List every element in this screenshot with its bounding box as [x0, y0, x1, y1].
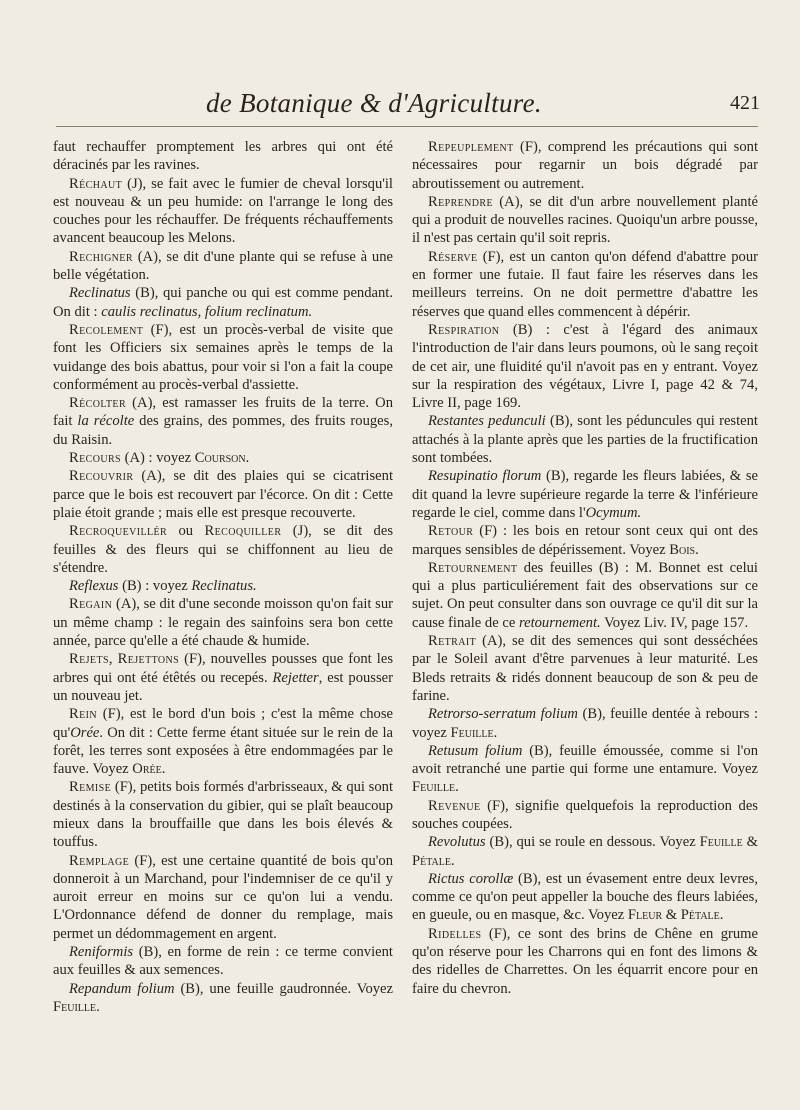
entry-text: (F), est une certaine quantité de bois qu'on donneroit à un Marchand, pour l'indemniser de ce qu'il y auroit erreur en moins sur ce qu'on lui a vendu. L'Ordonnance défend de donner du remplage, mais permet un dédommagement en argent.	[53, 852, 393, 942]
italic-term: Orée	[70, 724, 100, 741]
dictionary-entry	[412, 870, 758, 925]
dictionary-entry	[412, 797, 758, 834]
entry-headword: Retrait	[428, 633, 477, 650]
entry-text: ,	[197, 303, 205, 320]
entry-headword: Réserve	[428, 248, 478, 265]
right-column	[412, 138, 758, 998]
entry-text: (J), se dit des feuilles & des fleurs qui se chiffonnent au lieu de s'étendre.	[53, 523, 393, 576]
italic-term: caulis reclinatus	[101, 303, 198, 320]
entry-text: (F), comprend les précautions qui sont nécessaires pour regarnir un bois dégradé par abroutissement ou autrement.	[412, 139, 758, 192]
entry-text: (F), est un procès-verbal de visite que font les Officiers six semaines après le temps de la vuidange des bois abattus, pour voir si l'on a fait la coupe conformément au procès-verbal d'assiette.	[53, 321, 393, 393]
dictionary-entry	[53, 943, 393, 980]
dictionary-entry	[53, 321, 393, 394]
entry-text: (B), qui panche ou qui est comme pendant. On dit :	[53, 285, 393, 320]
entry-text: (A), se dit des semences qui sont desséchées par le Soleil avant d'être parvenues à leur maturité. Les Bleds retraits & ridés donnent beaucoup de son & peu de farine.	[412, 633, 758, 704]
italic-term: Ocymum.	[585, 504, 642, 521]
entry-text: (B), regarde les fleurs labiées, & se dit quand la levre supérieure regarde la terre & l'inférieure regarde le ciel, comme dans l'	[412, 468, 758, 521]
dictionary-entry	[53, 522, 393, 577]
dictionary-entry	[412, 412, 758, 467]
cross-reference: Pétale.	[412, 852, 455, 869]
italic-term: Repandum folium	[69, 980, 175, 997]
dictionary-entry	[53, 394, 393, 449]
running-head	[56, 88, 760, 124]
entry-text: (B), une feuille gaudronnée. Voyez	[174, 980, 393, 997]
entry-headword: Remise	[69, 779, 112, 796]
running-head-title: de Botanique & d'Agriculture.	[206, 88, 542, 118]
italic-term: Revolutus	[428, 834, 486, 851]
entry-text: (A), se dit des plaies qui se cicatrisent parce que le bois est recouvert par l'écorce. On dit : Cette plaie étoit grande ; mais elle est presque recouverte.	[53, 468, 393, 521]
cross-reference: Bois.	[669, 541, 699, 558]
entry-text: (A), se dit d'une plante qui se refuse à une belle végétation.	[53, 248, 393, 284]
entry-text: &	[742, 834, 758, 851]
dictionary-entry	[412, 925, 758, 998]
cross-reference: Pétale.	[680, 907, 724, 924]
italic-term: Reflexus	[69, 578, 119, 595]
dictionary-entry	[412, 522, 758, 559]
entry-headword: Recours	[69, 450, 121, 467]
italic-term: la récolte	[77, 413, 135, 430]
dictionary-entry	[53, 577, 393, 595]
dictionary-entry	[53, 449, 393, 467]
dictionary-entry	[53, 595, 393, 650]
cross-reference: Feuille.	[450, 724, 498, 741]
italic-term: Resupinatio florum	[428, 468, 542, 485]
dictionary-entry	[53, 980, 393, 1017]
entry-text: (B), feuille dentée à rebours : voyez	[412, 706, 758, 741]
entry-headword: Retour	[428, 523, 474, 540]
dictionary-entry	[53, 467, 393, 522]
dictionary-entry	[53, 138, 393, 175]
entry-text: (B), sont les péduncules qui restent attachés à la plante après que les parties de la fructification sont tombées.	[412, 413, 758, 467]
entry-headword: Récolter	[69, 395, 127, 412]
dictionary-entry	[53, 175, 393, 248]
entry-headword: Regain	[69, 596, 113, 613]
entry-text: (A), se dit d'une seconde moisson qu'on fait sur un même champ : le regain des sainfoins sera bon cette année, parce qu'elle a été chaude & humide.	[53, 596, 393, 650]
entry-text: ,	[108, 651, 118, 668]
entry-text: (A) : voyez	[121, 450, 195, 467]
entry-headword: Recoquiller	[204, 523, 282, 540]
dictionary-entry	[412, 321, 758, 412]
cross-reference: Fleur	[627, 907, 663, 924]
entry-text: des grains, des pommes, des fruits rouges, du Raisin.	[53, 413, 393, 448]
page-number: 421	[730, 92, 760, 114]
entry-headword: Rejets	[69, 651, 109, 668]
italic-term: Reniformis	[69, 944, 134, 961]
entry-headword: Revenue	[428, 797, 481, 814]
entry-text: . On dit : Cette ferme étant située sur le rein de la forêt, les terres sont exposées à être endommagées par le fauve. Voyez	[53, 724, 393, 778]
entry-headword: Rechigner	[69, 248, 133, 265]
entry-headword: Réchaut	[69, 175, 123, 192]
entry-headword: Recolement	[69, 321, 144, 338]
entry-headword: Rejettons	[117, 651, 180, 668]
entry-text: (A), se dit d'un arbre nouvellement planté qui a produit de nouvelles racines. Quoiqu'un arbre pousse, il n'est pas certain qu'il soit repris.	[412, 193, 758, 247]
entry-text: , est pousser un nouveau jet.	[53, 669, 393, 704]
entry-text: (J), se fait avec le fumier de cheval lorsqu'il est nouveau & un peu humide: on l'arrange le long des couches pour les réchauffer. De fréquents réchauffements avancent beaucoup les Melons.	[53, 175, 393, 247]
entry-text: (B), est un évasement entre deux levres, comme ce qu'on peut appeller la bouche des fleurs labiées, en gueule, ou en masque, &c. Voyez	[412, 870, 758, 924]
entry-headword: Recouvrir	[69, 468, 134, 485]
cross-reference: Courson.	[194, 450, 250, 467]
entry-text: (F), nouvelles pousses que font les arbres qui ont été étêtés ou recepés.	[53, 651, 393, 686]
entry-headword: Ridelles	[428, 925, 482, 942]
dictionary-entry	[53, 778, 393, 851]
cross-reference: Feuille.	[412, 779, 459, 796]
entry-headword: Respiration	[428, 321, 500, 338]
dictionary-entry	[412, 632, 758, 705]
entry-text: ou	[167, 523, 205, 540]
entry-headword: Reprendre	[428, 193, 494, 210]
italic-term: Retrorso-serratum folium	[428, 706, 578, 723]
cross-reference: Feuille	[699, 834, 743, 851]
entry-text: (F), est un canton qu'on défend d'abattre pour en former une futaie. Il faut faire les réserves dans les meilleurs terreins. On ne doit permettre d'abattre les réserves que quand elles commencent à dépérir.	[412, 248, 758, 320]
entry-text: (B), en forme de rein : ce terme convient aux feuilles & aux semences.	[53, 944, 393, 979]
entry-text: (A), est ramasser les fruits de la terre. On fait	[53, 395, 393, 430]
dictionary-entry	[53, 650, 393, 705]
header-rule	[56, 126, 758, 127]
dictionary-entry	[53, 705, 393, 778]
entry-headword: Repeuplement	[428, 139, 514, 155]
dictionary-entry	[412, 193, 758, 248]
entry-text: (B) : voyez	[118, 578, 192, 595]
entry-text: Voyez Liv. IV, page 157.	[600, 614, 749, 631]
entry-text: (B), feuille émoussée, comme si l'on avoit retranché une partie qui forme une entamure. Voyez	[412, 742, 758, 778]
dictionary-entry	[412, 138, 758, 193]
entry-text: faut rechauffer promptement les arbres qui ont été déracinés par les ravines.	[53, 139, 393, 174]
dictionary-entry	[412, 559, 758, 632]
entry-headword: Rein	[69, 706, 97, 723]
italic-term: Restantes pedunculi	[428, 413, 546, 430]
italic-term: Rejetter	[272, 669, 319, 686]
italic-term: folium reclinatum.	[204, 303, 313, 320]
dictionary-entry	[53, 852, 393, 943]
italic-term: Retusum folium	[428, 742, 523, 759]
italic-term: Reclinatus.	[191, 578, 257, 595]
cross-reference: Feuille.	[53, 998, 100, 1015]
italic-term: Reclinatus	[69, 285, 131, 302]
entry-headword: Remplage	[69, 852, 130, 869]
dictionary-entry	[412, 742, 758, 797]
cross-reference: Orée.	[132, 761, 166, 778]
dictionary-entry	[412, 705, 758, 742]
entry-text: des feuilles (B) : M. Bonnet est celui qui a plus particuliérement fait des observations sur ce sujet. On peut consulter dans son ouvrage ce qu'il dit sur la cause finale de ce	[412, 559, 758, 631]
entry-text: (F), est le bord d'un bois ; c'est la même chose qu'	[53, 706, 393, 741]
italic-term: Rictus corollæ	[428, 870, 514, 887]
dictionary-entry	[53, 248, 393, 285]
italic-term: retournement.	[518, 614, 601, 631]
entry-text: (B), qui se roule en dessous. Voyez	[485, 834, 700, 851]
entry-headword: Retournement	[428, 559, 518, 576]
entry-text: (F) : les bois en retour sont ceux qui ont des marques sensibles de dépérissement. Voyez	[412, 523, 758, 558]
dictionary-entry	[412, 833, 758, 870]
entry-text: (F), ce sont des brins de Chêne en grume qu'on réserve pour les Charrons qui en font des limons & des ridelles de Charrettes. On les équarrit encore pour en faire du chevron.	[412, 925, 758, 997]
entry-text: (F), signifie quelquefois la reproduction des souches coupées.	[412, 797, 758, 832]
left-column	[53, 138, 393, 1016]
entry-text: (B) : c'est à l'égard des animaux l'introduction de l'air dans leurs poumons, où le sang reçoit de cet air, une fluidité qu'il n'avoit pas en y entrant. Voyez sur la respiration des végétaux, Livre I, page 42 & 74, Livre II, page 169.	[412, 321, 758, 412]
entry-headword: Recroquevillér	[69, 523, 168, 540]
dictionary-entry	[53, 284, 393, 321]
entry-text: (F), petits bois formés d'arbrisseaux, & qui sont destinés à la conservation du gibier, qui se plaît beaucoup mieux dans la brouffaille que dans les bois élevés & touffus.	[53, 779, 393, 851]
dictionary-entry	[412, 248, 758, 321]
entry-text: &	[662, 907, 681, 924]
dictionary-entry	[412, 467, 758, 522]
